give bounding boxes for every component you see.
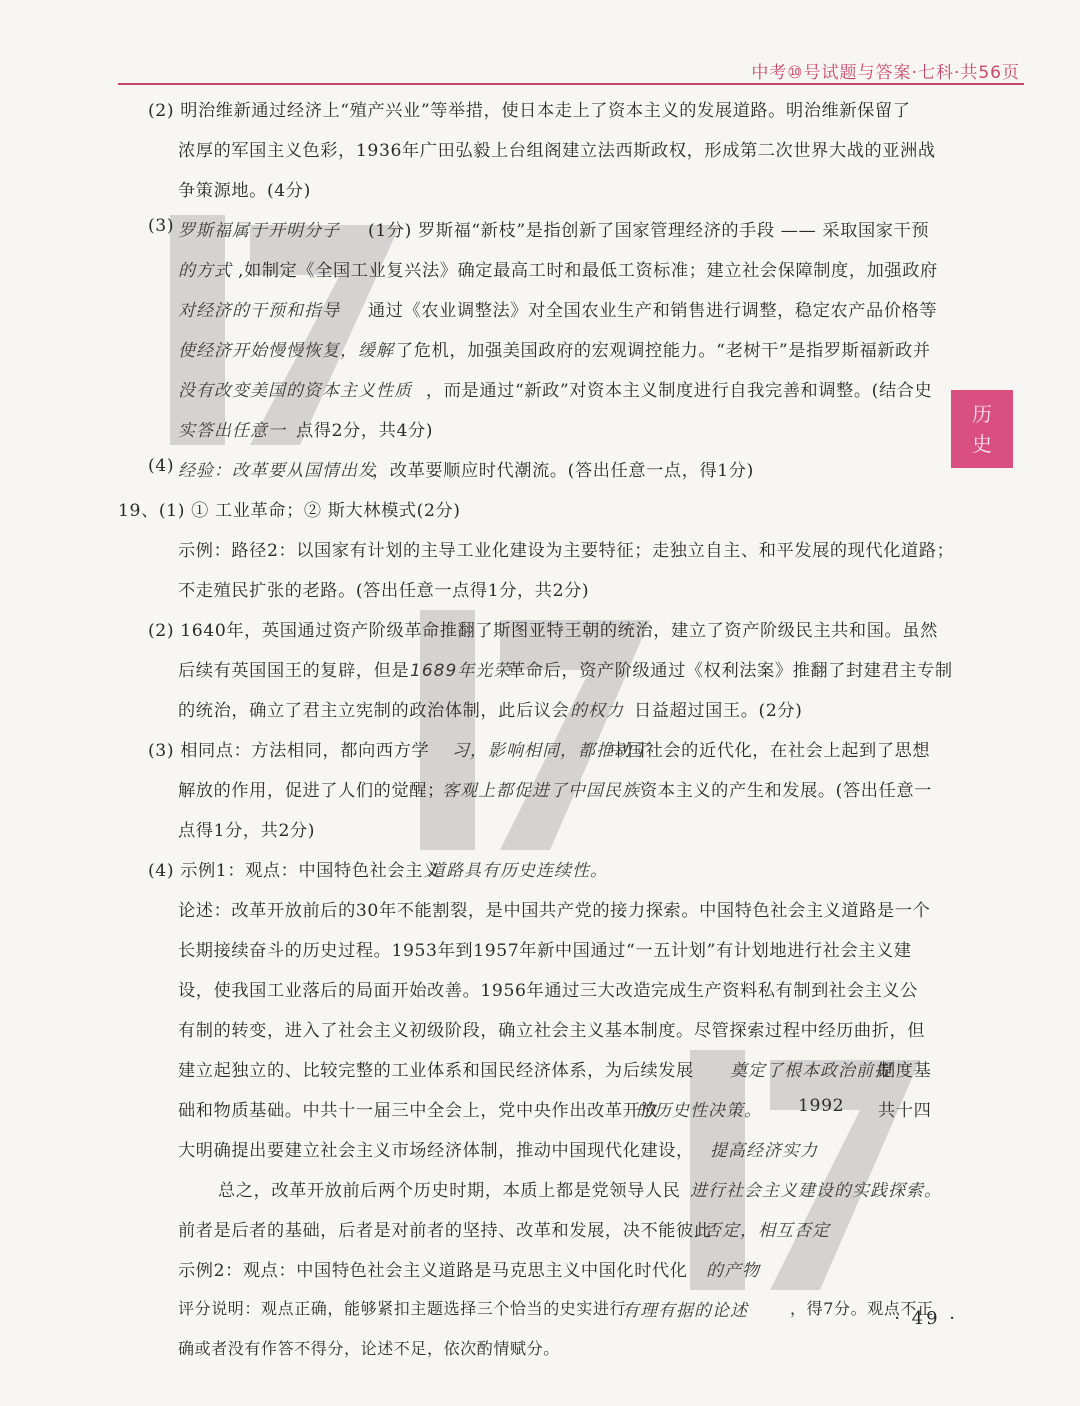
handwritten-note: 道路具有历史连续性。 xyxy=(428,861,608,881)
text-line: ，改革要顺应时代潮流。(答出任意一点，得1分) xyxy=(372,461,754,481)
text-line: (1分) 罗斯福“新枝”是指创新了国家管理经济的手段 —— 采取国家干预 xyxy=(368,221,930,241)
text-line: 点得2分，共4分) xyxy=(296,421,434,441)
text-line: (3) xyxy=(148,216,175,236)
text-line: 础和物质基础。中共十一届三中全会上，党中央作出改革开放 xyxy=(178,1101,659,1121)
handwritten-note: 的权力 xyxy=(570,701,624,721)
text-line: 共十四 xyxy=(878,1101,932,1121)
text-line: 19、(1) ① 工业革命；② 斯大林模式(2分) xyxy=(118,501,461,521)
handwritten-note: 罗斯福属于开明分子 xyxy=(178,221,340,241)
text-line: 通过《农业调整法》对全国农业生产和销售进行调整，稳定农产品价格等 xyxy=(368,301,938,321)
text-line: 示例：路径2：以国家有计划的主导工业化建设为主要特征；走独立自主、和平发展的现代化道路； xyxy=(178,541,955,561)
text-line: 论述：改革开放前后的30年不能割裂，是中国共产党的接力探索。中国特色社会主义道路是一个 xyxy=(178,901,931,921)
text-line: 不走殖民扩张的老路。(答出任意一点得1分，共2分) xyxy=(178,581,590,601)
text-line: 后续有英国国王的复辟，但是 xyxy=(178,661,410,681)
text-line: 有制的转变，进入了社会主义初级阶段，确立社会主义基本制度。尽管探索过程中经历曲折，但 xyxy=(178,1021,926,1041)
handwritten-note: 的方式 xyxy=(178,261,232,281)
text-line: 大明确提出要建立社会主义市场经济体制，推动中国现代化建设， xyxy=(178,1141,694,1161)
handwritten-note: 使经济开始慢慢恢复，缓解 xyxy=(178,341,394,361)
text-line: 评分说明：观点正确，能够紧扣主题选择三个恰当的史实进行 xyxy=(178,1299,627,1318)
subject-tab-history xyxy=(951,390,1013,468)
text-line: ，而是通过“新政”对资本主义制度进行自我完善和调整。(结合史 xyxy=(426,381,933,401)
handwritten-note: 经验：改革要从国情出发 xyxy=(178,461,376,481)
handwritten-note: 否定，相互否定 xyxy=(704,1221,830,1241)
handwritten-note: 进行社会主义建设的实践探索。 xyxy=(690,1181,942,1201)
text-line: 示例2：观点：中国特色社会主义道路是马克思主义中国化时代化 xyxy=(178,1261,688,1281)
handwritten-note: 的产物 xyxy=(706,1261,760,1281)
text-line: 浓厚的军国主义色彩，1936年广田弘毅上台组阁建立法西斯政权，形成第二次世界大战的亚洲战 xyxy=(178,141,936,161)
handwritten-note: 提高经济实力 xyxy=(710,1141,818,1161)
text-line: (4) xyxy=(148,456,175,476)
text-line: 争策源地。(4分) xyxy=(178,181,311,201)
handwritten-note: 有理有据的论述 xyxy=(622,1301,748,1321)
text-line: 建立起独立的、比较完整的工业体系和国民经济体系，为后续发展 xyxy=(178,1061,694,1081)
text-line: 资本主义的产生和发展。(答出任意一 xyxy=(640,781,932,801)
header-rule xyxy=(118,83,1024,85)
handwritten-note: 实答出任意一 xyxy=(178,421,286,441)
text-line: ,如制定《全国工业复兴法》确定最高工时和最低工资标准；建立社会保障制度，加强政府 xyxy=(238,261,938,281)
text-line: 前者是后者的基础，后者是对前者的坚持、改革和发展，决不能彼此 xyxy=(178,1221,712,1241)
text-line: (2) 明治维新通过经济上“殖产兴业”等举措，使日本走上了资本主义的发展道路。明治维新保留了 xyxy=(148,101,911,121)
text-line: ，得7分。观点不正 xyxy=(790,1299,934,1318)
text-line: 了危机，加强美国政府的宏观调控能力。“老树干”是指罗斯福新政并 xyxy=(396,341,931,361)
text-line: 确或者没有作答不得分，论述不足，依次酌情赋分。 xyxy=(178,1339,560,1358)
text-line: 长期接续奋斗的历史过程。1953年到1957年新中国通过“一五计划”有计划地进行社会主义建 xyxy=(178,941,912,961)
subject-tab-char-1: 历 xyxy=(972,402,992,426)
text-line: 革命后，资产阶级通过《权利法案》推翻了封建君主专制 xyxy=(508,661,953,681)
text-line: 1992 xyxy=(798,1096,845,1116)
text-line: (2) 1640年，英国通过资产阶级革命推翻了斯图亚特王朝的统治，建立了资产阶级民主共和国。虽然 xyxy=(148,621,938,641)
handwritten-note: 1689年光荣 xyxy=(410,661,512,681)
text-line: 日益超过国王。(2分) xyxy=(634,701,803,721)
text-line: 点得1分，共2分) xyxy=(178,821,316,841)
header-title: 中考⑩号试题与答案·七科·共56页 xyxy=(751,63,1020,83)
handwritten-note: 奠定了根本政治前提 xyxy=(730,1061,892,1081)
handwritten-note: 对经济的干预和指导 xyxy=(178,301,340,321)
text-line: 中国社会的近代化，在社会上起到了思想 xyxy=(610,741,931,761)
text-line: 制度基 xyxy=(878,1061,932,1081)
text-line: 解放的作用，促进了人们的觉醒； xyxy=(178,781,445,801)
text-line: 的统治，确立了君主立宪制的政治体制，此后议会 xyxy=(178,701,570,721)
handwritten-note: 习，影响相同，都推动了 xyxy=(452,741,650,761)
subject-tab-char-2: 史 xyxy=(972,432,992,456)
text-line: (3) 相同点：方法相同，都向西方学 xyxy=(148,741,430,761)
page-number: · 49 · xyxy=(894,1308,958,1329)
text-line: 设，使我国工业落后的局面开始改善。1956年通过三大改造完成生产资料私有制到社会主义公 xyxy=(178,981,918,1001)
text-line: (4) 示例1：观点：中国特色社会主义 xyxy=(148,861,441,881)
text-line: 总之，改革开放前后两个历史时期，本质上都是党领导人民 xyxy=(218,1181,681,1201)
handwritten-note: 客观上都促进了中国民族 xyxy=(442,781,640,801)
handwritten-note: 没有改变美国的资本主义性质 xyxy=(178,381,412,401)
handwritten-note: 的历史性决策。 xyxy=(636,1101,762,1121)
